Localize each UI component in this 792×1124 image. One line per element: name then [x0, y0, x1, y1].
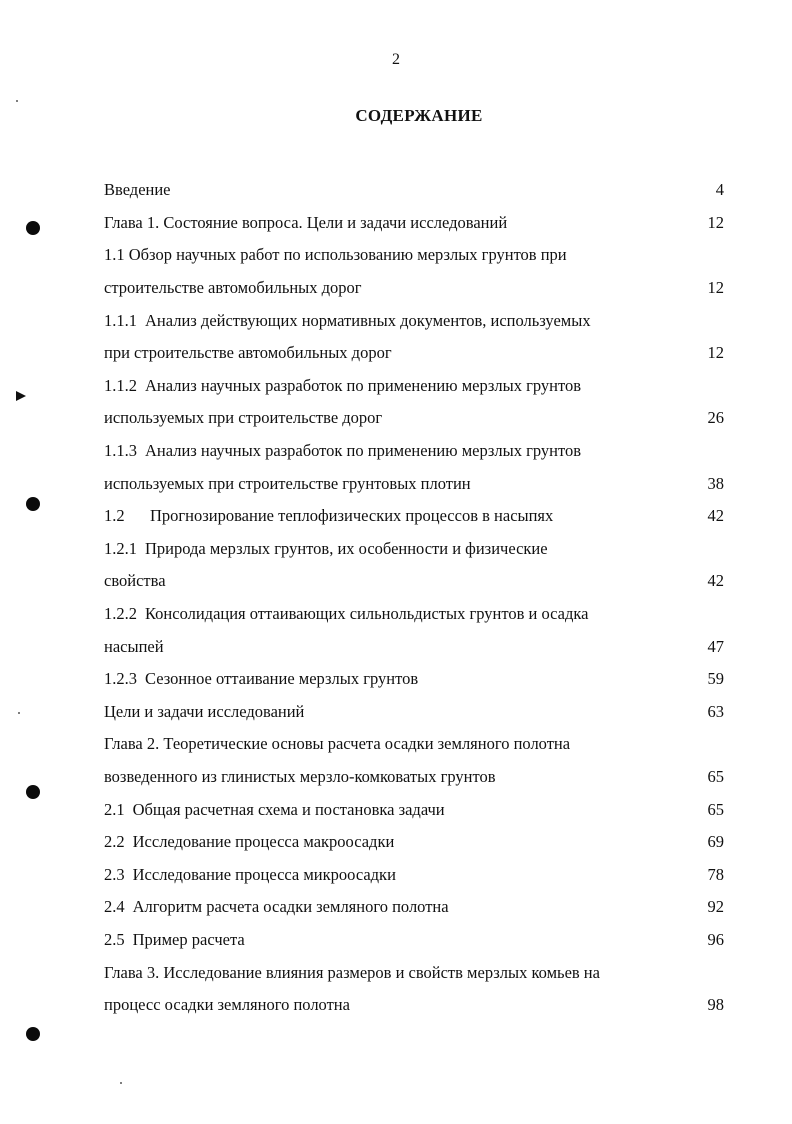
toc-title: Сезонное оттаивание мерзлых грунтов — [145, 669, 419, 689]
toc-text-wrap — [104, 832, 684, 852]
toc-entry — [104, 728, 728, 793]
toc-title: Глава 2. Теоретические основы расчета осадки земляного полотна — [104, 734, 571, 754]
toc-section-number: 2.4 — [104, 897, 125, 917]
table-of-contents — [104, 174, 728, 1021]
toc-section-number: 1.2 — [104, 506, 125, 526]
toc-text-wrap — [104, 311, 684, 331]
toc-title: Пример расчета — [132, 929, 245, 949]
toc-entry — [104, 500, 728, 533]
toc-text-wrap — [104, 278, 684, 298]
toc-page-number: 12 — [707, 278, 724, 298]
toc-line — [104, 435, 728, 468]
toc-text-wrap — [104, 702, 684, 722]
toc-page-number: 12 — [707, 212, 724, 232]
toc-line — [104, 207, 728, 240]
toc-line — [104, 989, 728, 1022]
toc-title: Исследование процесса микроосадки — [132, 864, 396, 884]
toc-line — [104, 533, 728, 566]
toc-text-wrap — [104, 376, 684, 396]
page-number: 2 — [392, 51, 400, 68]
binder-hole-icon — [26, 497, 40, 511]
toc-page-number: 69 — [707, 832, 724, 852]
toc-entry — [104, 891, 728, 924]
toc-text-wrap — [104, 800, 684, 820]
scan-speck — [120, 1082, 122, 1084]
toc-line — [104, 663, 728, 696]
toc-entry — [104, 207, 728, 240]
toc-text-wrap — [104, 506, 684, 526]
toc-title: Цели и задачи исследований — [104, 701, 305, 721]
toc-title: используемых при строительстве грунтовых плотин — [104, 473, 471, 493]
toc-title: Консолидация оттаивающих сильнольдистых грунтов и осадка — [145, 604, 589, 624]
toc-entry — [104, 435, 728, 500]
toc-page-number: 38 — [707, 473, 724, 493]
toc-line — [104, 728, 728, 761]
toc-line — [104, 696, 728, 729]
toc-page-number: 12 — [707, 343, 724, 363]
toc-line — [104, 467, 728, 500]
toc-text-wrap — [104, 245, 684, 265]
toc-text-wrap — [104, 963, 684, 983]
toc-section-number: 1.1.1 — [104, 310, 137, 330]
toc-entry — [104, 924, 728, 957]
toc-line — [104, 826, 728, 859]
toc-line — [104, 500, 728, 533]
toc-title: свойства — [104, 571, 166, 591]
toc-text-wrap — [104, 571, 684, 591]
scan-marker-icon — [16, 391, 26, 401]
toc-entry — [104, 239, 728, 304]
toc-line — [104, 891, 728, 924]
toc-line — [104, 858, 728, 891]
toc-text-wrap — [104, 767, 684, 787]
toc-line — [104, 793, 728, 826]
toc-section-number: 2.3 — [104, 864, 125, 884]
toc-section-number: 2.2 — [104, 832, 125, 852]
toc-text-wrap — [104, 865, 684, 885]
toc-title: Общая расчетная схема и постановка задачи — [132, 799, 445, 819]
toc-line — [104, 598, 728, 631]
toc-text-wrap — [104, 604, 684, 624]
toc-entry — [104, 304, 728, 369]
toc-page-number: 65 — [707, 799, 724, 819]
toc-line — [104, 304, 728, 337]
toc-page-number: 4 — [715, 180, 724, 200]
toc-section-number: 1.1.3 — [104, 441, 137, 461]
toc-section-number: 1.2.1 — [104, 538, 137, 558]
toc-line — [104, 630, 728, 663]
toc-text-wrap — [104, 213, 684, 233]
toc-line — [104, 272, 728, 305]
toc-line — [104, 761, 728, 794]
toc-line — [104, 174, 728, 207]
toc-title: насыпей — [104, 636, 164, 656]
toc-entry — [104, 370, 728, 435]
toc-text-wrap — [104, 669, 684, 689]
toc-title: возведенного из глинистых мерзло-комковатых грунтов — [104, 766, 496, 786]
toc-title: Глава 1. Состояние вопроса. Цели и задачи исследований — [104, 212, 508, 232]
toc-line — [104, 402, 728, 435]
toc-text-wrap — [104, 734, 684, 754]
toc-page-number: 65 — [707, 766, 724, 786]
toc-page-number: 98 — [707, 995, 724, 1015]
toc-page-number: 96 — [707, 929, 724, 949]
toc-text-wrap — [104, 930, 684, 950]
toc-title: Исследование процесса макроосадки — [132, 832, 395, 852]
toc-page-number: 59 — [707, 669, 724, 689]
toc-title: Глава 3. Исследование влияния размеров и свойств мерзлых комьев на — [104, 962, 600, 982]
toc-page-number: 47 — [707, 636, 724, 656]
toc-page-number: 42 — [707, 506, 724, 526]
toc-section-number: 1.2.2 — [104, 604, 137, 624]
toc-entry — [104, 793, 728, 826]
toc-title: Прогнозирование теплофизических процессов в насыпях — [150, 506, 554, 526]
toc-section-number: 1.1.2 — [104, 375, 137, 395]
page-title: СОДЕРЖАНИЕ — [355, 106, 483, 125]
toc-entry — [104, 174, 728, 207]
toc-page-number: 92 — [707, 897, 724, 917]
toc-entry — [104, 696, 728, 729]
toc-text-wrap — [104, 539, 684, 559]
toc-page-number: 42 — [707, 571, 724, 591]
toc-entry — [104, 956, 728, 1021]
binder-hole-icon — [26, 1027, 40, 1041]
toc-title: Алгоритм расчета осадки земляного полотна — [132, 897, 449, 917]
toc-section-number: 2.1 — [104, 799, 125, 819]
toc-text-wrap — [104, 408, 684, 428]
toc-title: Природа мерзлых грунтов, их особенности и физические — [145, 538, 548, 558]
scan-speck — [18, 712, 20, 714]
toc-entry — [104, 663, 728, 696]
toc-text-wrap — [104, 637, 684, 657]
toc-page-number: 26 — [707, 408, 724, 428]
binder-hole-icon — [26, 221, 40, 235]
toc-line — [104, 370, 728, 403]
toc-title: Анализ действующих нормативных документов, используемых — [145, 310, 591, 330]
toc-line — [104, 956, 728, 989]
toc-entry — [104, 533, 728, 598]
toc-text-wrap — [104, 343, 684, 363]
toc-text-wrap — [104, 995, 684, 1015]
toc-title: Введение — [104, 180, 171, 200]
toc-text-wrap — [104, 441, 684, 461]
toc-text-wrap — [104, 474, 684, 494]
toc-line — [104, 337, 728, 370]
toc-text-wrap — [104, 897, 684, 917]
toc-title: 1.1 Обзор научных работ по использованию мерзлых грунтов при — [104, 245, 567, 265]
toc-title: строительстве автомобильных дорог — [104, 278, 362, 298]
toc-page-number: 63 — [707, 701, 724, 721]
toc-line — [104, 239, 728, 272]
toc-title: процесс осадки земляного полотна — [104, 995, 350, 1015]
toc-title: Анализ научных разработок по применению мерзлых грунтов — [145, 375, 582, 395]
toc-title: Анализ научных разработок по применению мерзлых грунтов — [145, 441, 582, 461]
toc-text-wrap — [104, 180, 684, 200]
toc-section-number: 2.5 — [104, 929, 125, 949]
toc-title: при строительстве автомобильных дорог — [104, 343, 392, 363]
toc-line — [104, 565, 728, 598]
toc-entry — [104, 598, 728, 663]
toc-title: используемых при строительстве дорог — [104, 408, 383, 428]
toc-line — [104, 924, 728, 957]
toc-entry — [104, 858, 728, 891]
binder-hole-icon — [26, 785, 40, 799]
toc-section-number: 1.2.3 — [104, 669, 137, 689]
toc-entry — [104, 826, 728, 859]
toc-page-number: 78 — [707, 864, 724, 884]
scan-speck — [16, 100, 18, 102]
